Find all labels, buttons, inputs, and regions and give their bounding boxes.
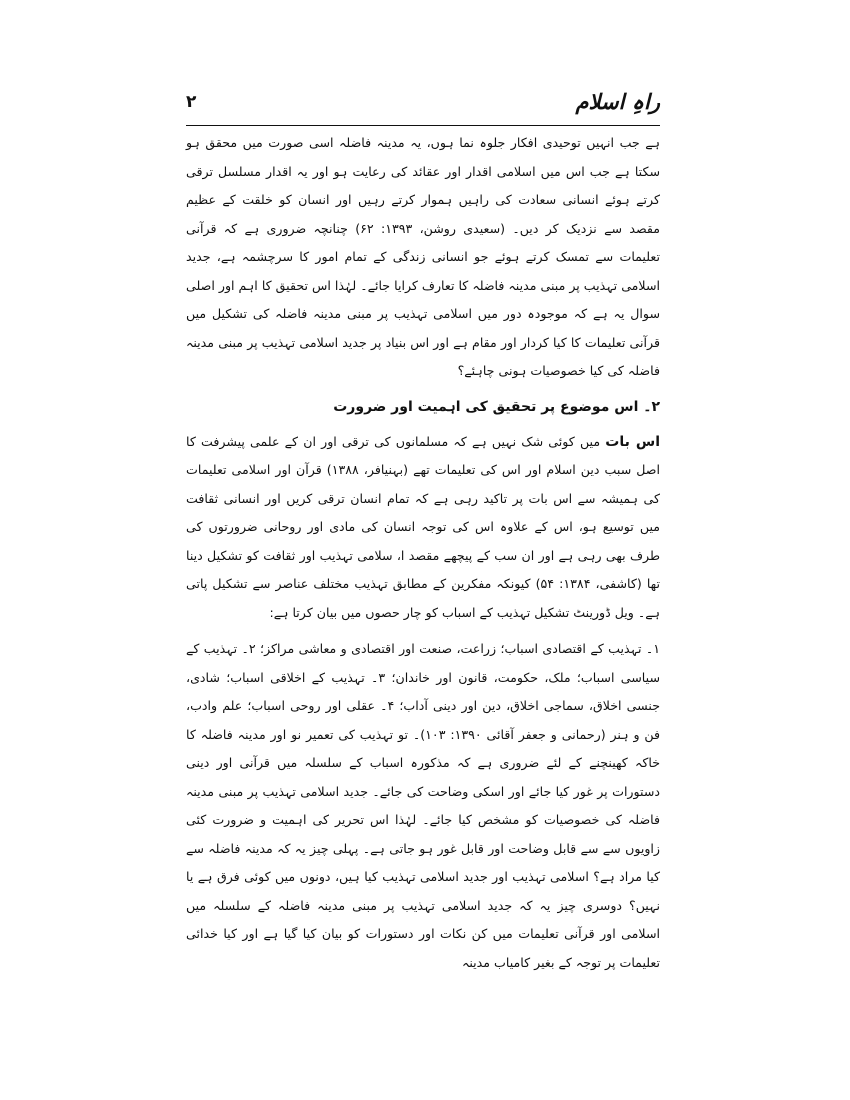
page-header <box>186 88 660 122</box>
page-number: ۲ <box>186 92 197 112</box>
journal-title: راہِ اسلام <box>575 89 660 114</box>
paragraph-intro-continuation: ہے جب انہیں توحیدی افکار جلوہ نما ہوں، یہ مدینہ فاضلہ اسی صورت میں محقق ہو سکتا ہے جب اس میں اسلامی اقدار اور عقائد کی رعایت ہو اور یہ اقدار مسلسل ترقی کرتے ہوئے انسانی سعادت کی راہیں ہموار کرتے رہیں اور انسان کو خلقت کے عظیم مقصد سے نزدیک کر دیں۔ (سعیدی روشن، ۱۳۹۳: ۶۲) چنانچہ ضروری ہے کہ قرآنی تعلیمات سے تمسک کرتے ہوئے جو انسانی زندگی کے تمام امور کا سرچشمہ ہے، جدید اسلامی تہذیب پر مبنی مدینہ فاضلہ کا تعارف کرایا جائے۔ لہٰذا اس تحقیق کا اہم اور اصلی سوال یہ ہے کہ موجودہ دور میں اسلامی تہذیب پر مبنی مدینہ فاضلہ کی تشکیل میں قرآنی تعلیمات کا کیا کردار اور مقام ہے اور اس بنیاد پر جدید اسلامی تہذیب پر مبنی مدینہ فاضلہ کی کیا خصوصیات ہونی چاہئے؟ <box>186 135 660 378</box>
paragraph-lead-words: اس بات <box>605 433 660 450</box>
header-divider <box>186 125 660 126</box>
paragraph-importance-text: میں کوئی شک نہیں ہے کہ مسلمانوں کی ترقی اور ان کے علمی پیشرفت کا اصل سبب دین اسلام اور اس کی تعلیمات تھے (بہنیافر، ۱۳۸۸) قرآن اور اسلامی تعلیمات کی ہمیشہ سے اس بات پر تاکید رہی ہے کہ تمام انسان ترقی کریں اور انسانی ثقافت میں توسیع ہو، اس کے علاوہ اس کی توجہ انسان کی مادی اور روحانی ضرورتوں کی طرف بھی رہی ہے اور ان سب کے پیچھے مقصد ا، سلامی تہذیب اور ثقافت کو تشکیل دینا تھا (کاشفی، ۱۳۸۴: ۵۴) کیونکہ مفکرین کے مطابق تہذیب مختلف عناصر سے تشکیل پاتی ہے۔ ویل ڈورینٹ تشکیل تہذیب کے اسباب کو چار حصوں میں بیان کرتا ہے: <box>186 433 661 620</box>
paragraph-causes-of-civilization: ۱۔ تہذیب کے اقتصادی اسباب؛ زراعت، صنعت اور اقتصادی و معاشی مراکز؛ ۲۔ تہذیب کے سیاسی اسباب؛ ملک، حکومت، قانون اور خاندان؛ ۳۔ تہذیب کے اخلاقی اسباب؛ شادی، جنسی اخلاق، سماجی اخلاق، دین اور دینی آداب؛ ۴۔ عقلی اور روحی اسباب؛ علم وادب، فن و ہنر (رحمانی و جعفر آقائی ۱۳۹۰: ۱۰۳)۔ تو تہذیب کی تعمیر نو اور مدینہ فاضلہ کا خاکہ کھینچنے کے لئے ضروری ہے کہ مذکورہ اسباب کے سلسلہ میں قرآنی اور دینی دستورات پر غور کیا جائے اور اسکی وضاحت کی جائے۔ جدید اسلامی تہذیب پر مبنی مدینہ فاضلہ کی خصوصیات کو مشخص کیا جائے۔ لہٰذا اس تحریر کی اہمیت و ضرورت کئی زاویوں سے سے قابل وضاحت اور قابل غور ہو جاتی ہے۔ پہلی چیز یہ کہ مدینہ فاضلہ سے کیا مراد ہے؟ اسلامی تہذیب اور جدید اسلامی تہذیب کیا ہیں، دونوں میں کوئی فرق ہے یا نہیں؟ دوسری چیز یہ کہ جدید اسلامی تہذیب پر مبنی مدینہ فاضلہ کے سلسلہ میں اسلامی اور قرآنی تعلیمات میں کن نکات اور دستورات کو بیان کیا گیا ہے اور کیا خدائی تعلیمات پر توجہ کے بغیر کامیاب مدینہ <box>186 641 661 970</box>
section-heading: ۲۔ اس موضوع پر تحقیق کی اہمیت اور ضرورت <box>333 398 660 415</box>
page-body <box>186 129 660 977</box>
paragraph-importance <box>186 428 660 628</box>
